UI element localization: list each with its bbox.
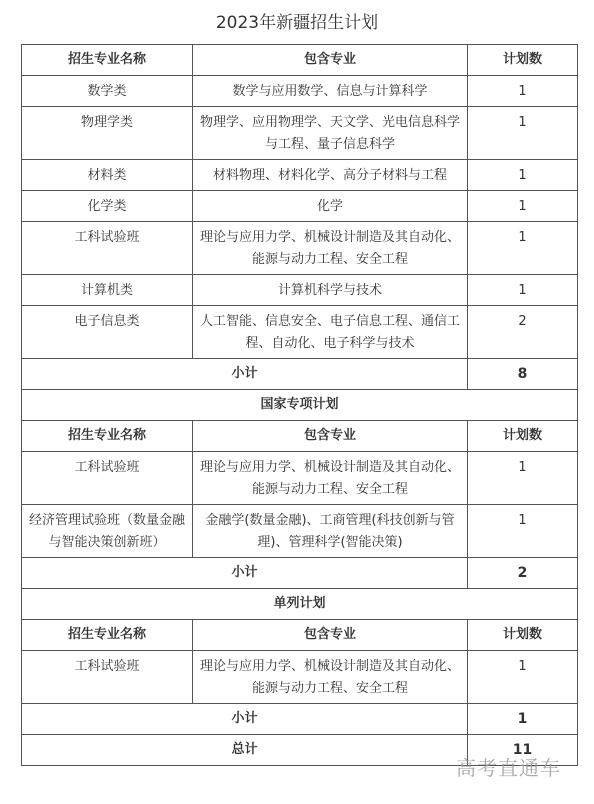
table-row	[22, 505, 578, 558]
header-count: 计划数	[468, 620, 578, 651]
table-row	[22, 76, 578, 107]
cell-includes: 数学与应用数学、信息与计算科学	[193, 76, 468, 107]
cell-count: 1	[468, 651, 578, 704]
enrollment-plan-table	[21, 44, 578, 766]
cell-count: 1	[468, 222, 578, 275]
cell-major: 计算机类	[22, 275, 193, 306]
watermark-text: 高考直通车	[456, 756, 561, 780]
cell-count: 1	[468, 275, 578, 306]
cell-major: 工科试验班	[22, 452, 193, 505]
header-major: 招生专业名称	[22, 421, 193, 452]
cell-includes: 理论与应用力学、机械设计制造及其自动化、能源与动力工程、安全工程	[193, 651, 468, 704]
table-row	[22, 191, 578, 222]
header-includes: 包含专业	[193, 421, 468, 452]
subtotal-row	[22, 359, 578, 390]
table-header-row	[22, 421, 578, 452]
subtotal-label: 小计	[22, 558, 468, 589]
table-header-row	[22, 45, 578, 76]
cell-major: 数学类	[22, 76, 193, 107]
cell-includes: 材料物理、材料化学、高分子材料与工程	[193, 160, 468, 191]
page-title: 2023年新疆招生计划	[215, 13, 379, 33]
subtotal-label: 小计	[22, 359, 468, 390]
cell-major: 工科试验班	[22, 222, 193, 275]
cell-includes: 化学	[193, 191, 468, 222]
header-major: 招生专业名称	[22, 620, 193, 651]
header-includes: 包含专业	[193, 45, 468, 76]
cell-count: 1	[468, 160, 578, 191]
cell-count: 1	[468, 452, 578, 505]
cell-count: 1	[468, 505, 578, 558]
cell-major: 化学类	[22, 191, 193, 222]
cell-includes: 金融学(数量金融)、工商管理(科技创新与管理)、管理科学(智能决策)	[193, 505, 468, 558]
subtotal-value: 1	[468, 704, 578, 735]
header-major: 招生专业名称	[22, 45, 193, 76]
table-row	[22, 107, 578, 160]
section-title: 单列计划	[22, 589, 578, 620]
table-header-row	[22, 620, 578, 651]
table-row	[22, 452, 578, 505]
cell-major: 工科试验班	[22, 651, 193, 704]
table-row	[22, 222, 578, 275]
cell-includes: 物理学、应用物理学、天文学、光电信息科学与工程、量子信息科学	[193, 107, 468, 160]
cell-includes: 人工智能、信息安全、电子信息工程、通信工程、自动化、电子科学与技术	[193, 306, 468, 359]
cell-count: 2	[468, 306, 578, 359]
subtotal-value: 2	[468, 558, 578, 589]
subtotal-label: 小计	[22, 704, 468, 735]
subtotal-row	[22, 558, 578, 589]
cell-major: 电子信息类	[22, 306, 193, 359]
table-row	[22, 160, 578, 191]
cell-includes: 计算机科学与技术	[193, 275, 468, 306]
subtotal-value: 8	[468, 359, 578, 390]
total-label: 总计	[22, 735, 468, 766]
section-title-row	[22, 589, 578, 620]
table-row	[22, 651, 578, 704]
cell-count: 1	[468, 107, 578, 160]
cell-count: 1	[468, 76, 578, 107]
subtotal-row	[22, 704, 578, 735]
table-row	[22, 306, 578, 359]
total-value: 11	[468, 735, 578, 766]
table-row	[22, 275, 578, 306]
header-count: 计划数	[468, 421, 578, 452]
cell-count: 1	[468, 191, 578, 222]
cell-includes: 理论与应用力学、机械设计制造及其自动化、能源与动力工程、安全工程	[193, 222, 468, 275]
header-includes: 包含专业	[193, 620, 468, 651]
cell-major: 材料类	[22, 160, 193, 191]
header-count: 计划数	[468, 45, 578, 76]
section-title-row	[22, 390, 578, 421]
cell-major: 物理学类	[22, 107, 193, 160]
section-title: 国家专项计划	[22, 390, 578, 421]
cell-major: 经济管理试验班（数量金融与智能决策创新班）	[22, 505, 193, 558]
cell-includes: 理论与应用力学、机械设计制造及其自动化、能源与动力工程、安全工程	[193, 452, 468, 505]
